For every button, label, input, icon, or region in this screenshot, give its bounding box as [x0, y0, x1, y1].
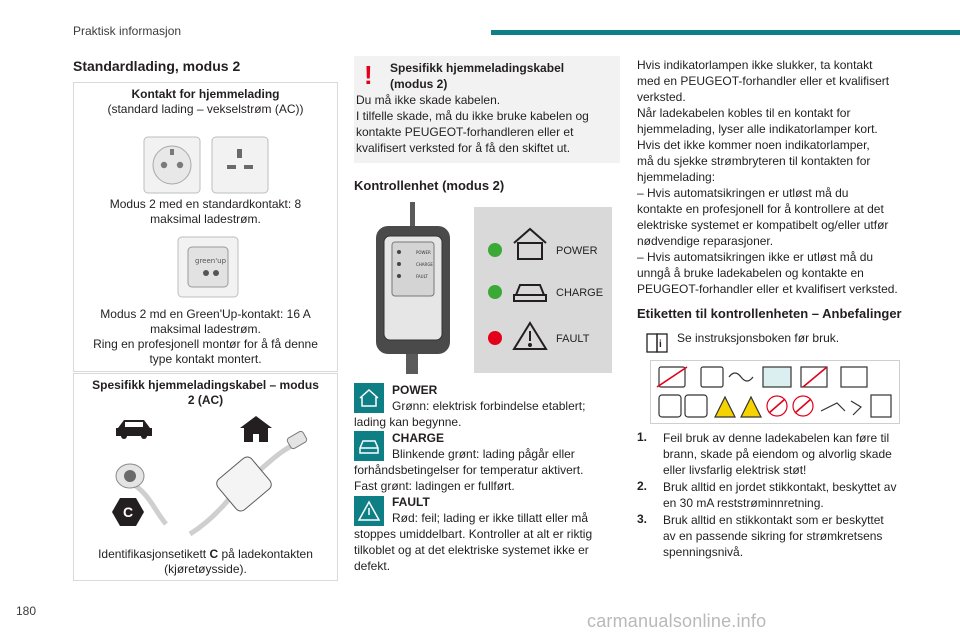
power-entry-title: POWER	[392, 383, 438, 397]
panel-charge-label: CHARGE	[556, 287, 604, 299]
charge-entry-line: Fast grønt: ladingen er fullført.	[354, 479, 515, 493]
warning-body: Du må ikke skade kabelen. I tilfelle skade, må du ikke bruke kabelen og kontakte PEUGEOT-forhandleren eller et kvalifisert verksted for å få den skiftet ut.	[356, 93, 589, 155]
home-socket-box	[73, 82, 338, 372]
fault-entry-line: defekt.	[354, 559, 391, 573]
greenup-socket-caption: Modus 2 md en Green'Up-kontakt: 16 A maksimal ladestrøm. Ring en profesjonell montør for å få denne type kontakt montert.	[93, 307, 318, 366]
svg-text:C: C	[122, 504, 134, 520]
fault-entry-line: tilkoblet og at det elektriske systemet ikke er	[354, 543, 589, 557]
label-recommendations-title: Etiketten til kontrollenheten – Anbefalinger	[637, 306, 902, 321]
car-icon	[116, 420, 152, 439]
list-number: 2.	[637, 479, 648, 493]
car-icon	[514, 285, 546, 301]
watermark: carmanualsonline.info	[587, 611, 767, 631]
list-item: Bruk alltid en stikkontakt som er beskyttet av en passende sikring for strømkretsens spenningsnivå.	[663, 513, 884, 559]
fault-indicator-light	[488, 331, 502, 345]
fault-entry-line: stoppes umiddelbart. Kontroller at alt er riktig	[354, 527, 593, 541]
house-icon	[240, 416, 272, 442]
fault-entry-title: FAULT	[392, 495, 430, 509]
manual-book-icon	[645, 330, 671, 354]
power-indicator-light	[488, 243, 502, 257]
list-item: Feil bruk av denne ladekabelen kan føre til brann, skade på eiendom og alvorlig skade eller livsfarlig elektrisk støt!	[663, 431, 892, 477]
warning-triangle-icon	[354, 496, 384, 526]
list-number: 1.	[637, 430, 648, 444]
home-socket-subheading: (standard lading – vekselstrøm (AC))	[107, 102, 304, 116]
standard-socket-caption: Modus 2 med en standardkontakt: 8 maksimal ladestrøm.	[109, 197, 302, 226]
panel-power-label: POWER	[556, 245, 598, 257]
control-unit-title: Kontrollenhet (modus 2)	[354, 178, 505, 193]
home-cable-illustration	[110, 414, 310, 538]
section-title: Standardlading, modus 2	[73, 58, 241, 74]
greenup-socket-image	[176, 235, 240, 299]
indicator-panel	[474, 207, 612, 373]
warning-triangle-icon	[514, 323, 546, 349]
home-cable-box	[73, 373, 338, 581]
col3-intro-text: Hvis indikatorlampen ikke slukker, ta kontakt med en PEUGEOT-forhandler eller et kvalifisert verksted. Når ladekabelen kobles til en kontakt for hjemmelading, lyser alle indikatorlamper kort. Hvis det ikke kommer noen indikatorlamper, må du sjekke strømbryteren til kontakten for hjemmelading: – Hvis automatsikringen er utløst må du kontakte en profesjonell for å kontrollere at det elektriske systemet er kompatibelt og/eller utfør nødvendige reparasjoner. – Hvis automatsikringen ikke er utløst må du unngå å bruke ladekabelen og kontakte en PEUGEOT-forhandler eller et kvalifisert verksted.	[637, 58, 898, 296]
list-number: 3.	[637, 512, 648, 526]
house-icon	[514, 229, 546, 259]
warning-title: Spesifikk hjemmeladingskabel (modus 2)	[390, 61, 565, 91]
charge-indicator-light	[488, 285, 502, 299]
unit-label-charge: CHARGE	[416, 262, 433, 267]
power-entry-line: Grønn: elektrisk forbindelse etablert;	[392, 399, 586, 413]
car-icon	[354, 431, 384, 461]
greenup-label: green'up	[195, 257, 227, 265]
list-item: Bruk alltid en jordet stikkontakt, beskyttet av en 30 mA reststrøminnretning.	[663, 480, 897, 510]
charge-entry-line: Blinkende grønt: lading pågår eller	[392, 447, 575, 461]
panel-fault-label: FAULT	[556, 333, 590, 345]
power-entry-line: lading kan begynne.	[354, 415, 462, 429]
unit-label-power: POWER	[416, 250, 431, 255]
manual-note: Se instruksjonsboken før bruk.	[677, 331, 840, 345]
fault-entry-line: Rød: feil; lading er ikke tillatt eller må	[392, 511, 589, 525]
standard-socket-images	[142, 135, 270, 195]
home-cable-caption: Identifikasjonsetikett C på ladekontakten (kjøretøysside).	[98, 547, 313, 576]
svg-text:i: i	[659, 339, 662, 350]
unit-label-fault: FAULT	[416, 274, 428, 279]
charge-entry-line: forhåndsbetingelser for temperatur aktivert.	[354, 463, 584, 477]
header-accent-bar	[491, 30, 960, 35]
home-cable-heading: Spesifikk hjemmeladingskabel – modus 2 (AC)	[92, 378, 319, 407]
charge-entry-title: CHARGE	[392, 431, 445, 445]
warning-mark: !	[364, 60, 373, 90]
label-c-badge	[112, 498, 144, 526]
warning-box	[354, 56, 620, 163]
page-number: 180	[16, 604, 37, 618]
section-label: Praktisk informasjon	[73, 24, 182, 38]
recommendation-pictograms	[650, 360, 900, 424]
house-icon	[354, 383, 384, 413]
control-unit-image	[372, 202, 458, 374]
home-socket-heading: Kontakt for hjemmelading	[131, 87, 280, 101]
